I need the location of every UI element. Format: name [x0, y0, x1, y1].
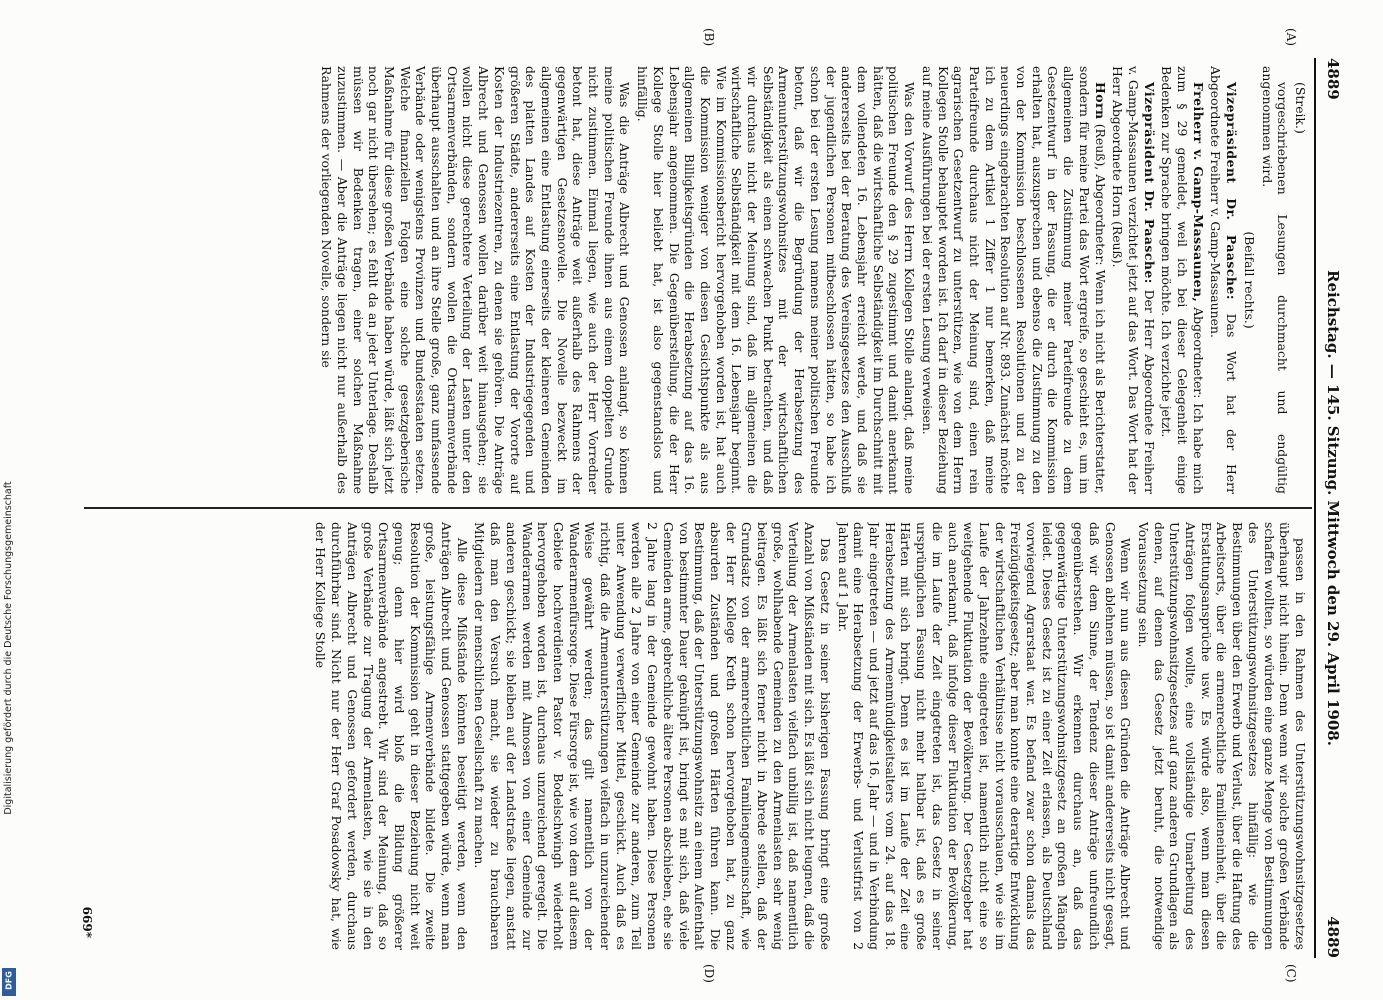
margin-mark-a: (A): [1284, 28, 1298, 47]
speech-paragraph: [1208, 66, 1239, 494]
speaker-name: Horn: [1092, 82, 1108, 120]
margin-mark-c: (C): [1284, 964, 1298, 983]
header-rule: [1314, 58, 1316, 958]
margin-mark-b: (B): [702, 28, 716, 47]
speech-paragraph: [1159, 66, 1206, 494]
speech-text: Das Wort hat der Herr Abgeordnete Freiherr v. Gamp-Massaunen.: [1208, 66, 1240, 494]
digitization-credit-text: Digitalisierung gefördert durch die Deutsche Forschungsgemeinschaft: [3, 481, 14, 815]
page-number-left: 4889: [1324, 58, 1342, 100]
page-header: [1318, 58, 1342, 958]
speech-paragraph: [919, 66, 1107, 494]
page-number-right: 4889: [1324, 916, 1342, 958]
speech-text: (Reuß), Abgeordneter: Wenn ich nicht als Berichterstatter, sondern für meine Partei das Wort ergreife, so geschieht es, um im allgemeinen die Zustimmung meiner Parteifreunde zu dem Gesetzentwurf in der Fassung, die er durch die Kommission erhalten hat, auszusprechen und ebenso die Zustimmung zu den von der Kommission beschlossenen Resolutionen und zu der neuerdings eingebrachten Resolution auf Nr. 893. Zunächst möchte ich zu dem Artikel 1 Ziffer 1 nur bemerken, daß meine Parteifreunde durchaus nicht der Meinung sind, einen rein agrarischen Gesetzentwurf zu unterstützen, wie von dem Herrn Kollegen Stolle behauptet worden ist. Ich darf in dieser Beziehung auf meine Ausführungen bei der ersten Lesung verweisen.: [919, 66, 1108, 494]
speaker-name: Vizepräsident Dr. Paasche:: [1141, 82, 1157, 284]
text-paragraph: Was den Vorwurf des Herrn Kollegen Stolle anlangt, daß meine politischen Freunde den § 29 zugestimmt und damit anerkannt hätten, daß die wirtschaftliche Selbständigkeit im Durchschnitt mit dem vollendeten 16. Lebensjahr erreicht werde, und daß sie andererseits bei der Beratung des Vereinsgesetzes den Ausschluß der jugendlichen Personen mitbeschlossen hätten, so habe ich schon bei der ersten Lesung namens meiner politischen Freunde betont, daß wir die Begründung der Herabsetzung des Armenunterstützungswohnsitzes mit der wirtschaftlichen Selbständigkeit als einen schwachen Punkt betrachten, und daß wir durchaus nicht der Meinung sind, daß im allgemeinen die wirtschaftliche Selbständigkeit mit dem 16. Lebensjahr beginnt. Wie im Kommissionsbericht hervorgehoben worden ist, hat auch die Kommission weniger von diesen Gesichtspunkte als aus allgemeinen Billigkeitsgründen die Herabsetzung auf das 16. Lebensjahr angenommen. Die Gegenüberstellung, die der Herr Kollege Stolle hier beliebt hat, ist also gegenstandslos und hinfällig.: [635, 66, 918, 494]
column-divider: [84, 507, 1312, 509]
stage-direction: (Beifall rechts.): [1241, 231, 1257, 329]
speaker-name: Vizepräsident Dr. Paasche:: [1224, 82, 1240, 300]
speaker-name: Freiherr v. Gamp-Massaunen,: [1190, 82, 1206, 303]
digitization-credit-strip: [2, 300, 16, 1000]
right-text-column: [98, 522, 1308, 950]
speech-text: Abgeordneter: Ich habe mich zum § 29 gemeldet, weil ich bei dieser Gelegenheit einige Bedenken zur Sprache bringen möchte. Ich verzichte jetzt.: [1159, 66, 1206, 494]
text-paragraph: vorgeschriebenen Lesungen durchmacht und endgültig angenommen wird.: [1259, 66, 1291, 494]
text-paragraph: Das Gesetz in seiner bisherigen Fassung bringt eine große Anzahl von Mißständen mit sich. Es läßt sich nicht leugnen, daß die Verteilung der Armenlasten vielfach unbillig ist, daß namentlich große, wohlhabende Gemeinden zu den Armenlasten sehr wenig beitragen. Es läßt sich ferner nicht in Abrede stellen, daß der Grundsatz von der armenrechtlichen Familiengemeinschaft, wie der Herr Kollege Kreth schon hervorgehoben hat, zu ganz absurden Zuständen und großen Härten führen kann. Die Bestimmung, daß der Unterstützungswohnsitz an einem Aufenthalt von bestimmter Dauer geknüpft ist, bringt es mit sich, daß viele Gemeinden arme, gebrechliche ältere Personen abschieben, ehe sie 2 Jahre lang in der Gemeinde gewohnt haben. Diese Personen werden alle 2 Jahre von einer Gemeinde zur anderen, zum Teil unter Anwendung verwerflicher Mittel, geschickt. Auch daß es richtig, daß die Armenunterstützungen vielfach in unzureichender Weise gewährt werden; das gilt namentlich von der Wanderarmenfürsorge. Diese Fürsorge ist, wie von dem auf diesem Gebiete hochverdienten Pastor v. Bodelschwingh wiederholt hervorgehoben worden ist, durchaus unzureichend geregelt. Die Wanderarmen werden mit Almosen von einer Gemeinde zur anderen geschickt; sie bleiben auf der Landstraße liegen, anstatt daß man den Versuch macht, sie wieder zu brauchbaren Mitgliedern der menschlichen Gesellschaft zu machen.: [472, 522, 833, 950]
text-paragraph: (Streik.): [1293, 82, 1308, 134]
text-paragraph: Alle diese Mißstände könnten beseitigt werden, wenn den Anträgen Albrecht und Genossen stattgegeben würde, wenn man große, leistungsfähige Armenverbände bildete. Die zweite Resolution der Kommission geht in dieser Beziehung nicht weit genug; denn hier wird bloß die Bildung größerer Ortsarmenverbände angestrebt. Wir sind der Meinung, daß so große Verbände zur Tragung der Armenlasten, wie sie in den Anträgen Albrecht und Genossen gefordert werden, durchaus durchführbar sind. Nicht nur der Herr Graf Posadowsky hat, wie der Herr Kollege Stolle: [313, 522, 470, 950]
text-paragraph: Was die Anträge Albrecht und Genossen anlangt, so können meine politischen Freunde ihnen aus einem doppelten Grunde nicht zustimmen. Einmal liegen, wie auch der Herr Vorredner betont hat, diese Anträge weit außerhalb des Rahmens der gegenwärtigen Gesetzesnovelle. Die Novelle bezweckt im allgemeinen eine Entlastung einerseits der kleineren Gemeinden des platten Landes auf Kosten der Industriegegenden und größeren Städte, andererseits eine Entlastung der Vororte auf Kosten der Industriezentren, zu denen sie gehören. Die Anträge Albrecht und Genossen wollen darüber weit hinausgehen; sie wollen nicht diese gerechtere Verteilung der Lasten unter den Ortsarmenverbänden, sondern wollen die Ortsarmenverbände überhaupt ausschalten und an ihre Stelle große, ganz umfassende Verbände oder wenigstens Provinzen und Bundesstaaten setzen. Welche finanziellen Folgen eine solche gesetzgeberische Maßnahme für diese großen Verbände haben würde, läßt sich jetzt noch gar nicht übersehen; es fehlt da an jeder Unterlage. Deshalb müssen wir Bedenken tragen, einer solchen Maßnahme zuzustimmen. — Aber die Anträge liegen nicht nur außerhalb des Rahmens der vorliegenden Novelle, sondern sie: [319, 66, 633, 494]
left-text-column: [98, 66, 1308, 494]
page-footer-number: 669*: [80, 906, 94, 938]
text-paragraph: Wenn wir nun aus diesen Gründen die Anträge Albrecht und Genossen ablehnen müssen, so ist damit andererseits nicht gesagt, daß wir dem Sinne, der Tendenz dieser Anträge unfreundlich gegenüberstehen. Wir erkennen durchaus an, daß das gegenwärtige Unterstützungswohnsitzgesetz an großen Mängeln leidet. Dieses Gesetz ist zu einer Zeit erlassen, als Deutschland vorwiegend Agrarstaat war. Es befand zwar schon damals das Freizügigkeitsgesetz; aber man konnte eine derartige Entwicklung der wirtschaftlichen Verhältnisse nicht vorausschauen, wie sie im Laufe der Jahrzehnte eingetreten ist, namentlich nicht eine so weitgehende Fluktuation der Bevölkerung. Der Gesetzgeber hat auch anerkannt, daß infolge dieser Fluktuation der Bevölkerung, die im Laufe der Zeit eingetreten ist, das Gesetz in seiner ursprünglichen Fassung nicht mehr haltbar ist, daß es große Härten mit sich bringt. Denn es ist im Laufe der Zeit eine Herabsetzung des Armenmündigkeitsalters vom 24. auf das 18. Jahr eingetreten — und jetzt auf das 16. Jahr — und in Verbindung damit eine Herabsetzung der Erwerbs- und Verlustfrist von 2 Jahren auf 1 Jahr.: [835, 522, 1134, 950]
text-paragraph: passen in den Rahmen des Unterstützungswohnsitzgesetzes überhaupt nicht hinein. Denn wenn wir solche großen Verbände schaffen wollten, so würden eine ganze Menge von Bestimmungen des Unterstützungswohnsitzgesetzes hinfällig: wie die Bestimmungen über den Erwerb und Verlust, über die Haftung des Arbeitsorts, über die armenrechtliche Familieneinheit, über die Erstattungsansprüche usw. Es würde also, wenn man diesen Anträgen folgen wollte, eine vollständige Umarbeitung des Unterstützungswohnsitzgesetzes auf ganz anderen Grundlagen als denen, auf denen das Gesetz jetzt beruht, die notwendige Voraussetzung sein.: [1135, 522, 1308, 950]
speech-text: Der Herr Abgeordnete Freiherr v. Gamp-Massaunen verzichtet jetzt auf das Wort. Das Wort hat der Herr Abgeordnete Horn (Reuß).: [1110, 66, 1157, 494]
rotated-document-page: [80, 28, 1342, 983]
speech-paragraph: [1110, 66, 1157, 494]
dfg-logo: [2, 968, 16, 996]
margin-mark-d: (D): [702, 964, 716, 983]
running-title: Reichstag. — 145. Sitzung. Mittwoch den 29. April 1908.: [1324, 270, 1342, 746]
dfg-logo-text: DFG: [4, 971, 14, 990]
